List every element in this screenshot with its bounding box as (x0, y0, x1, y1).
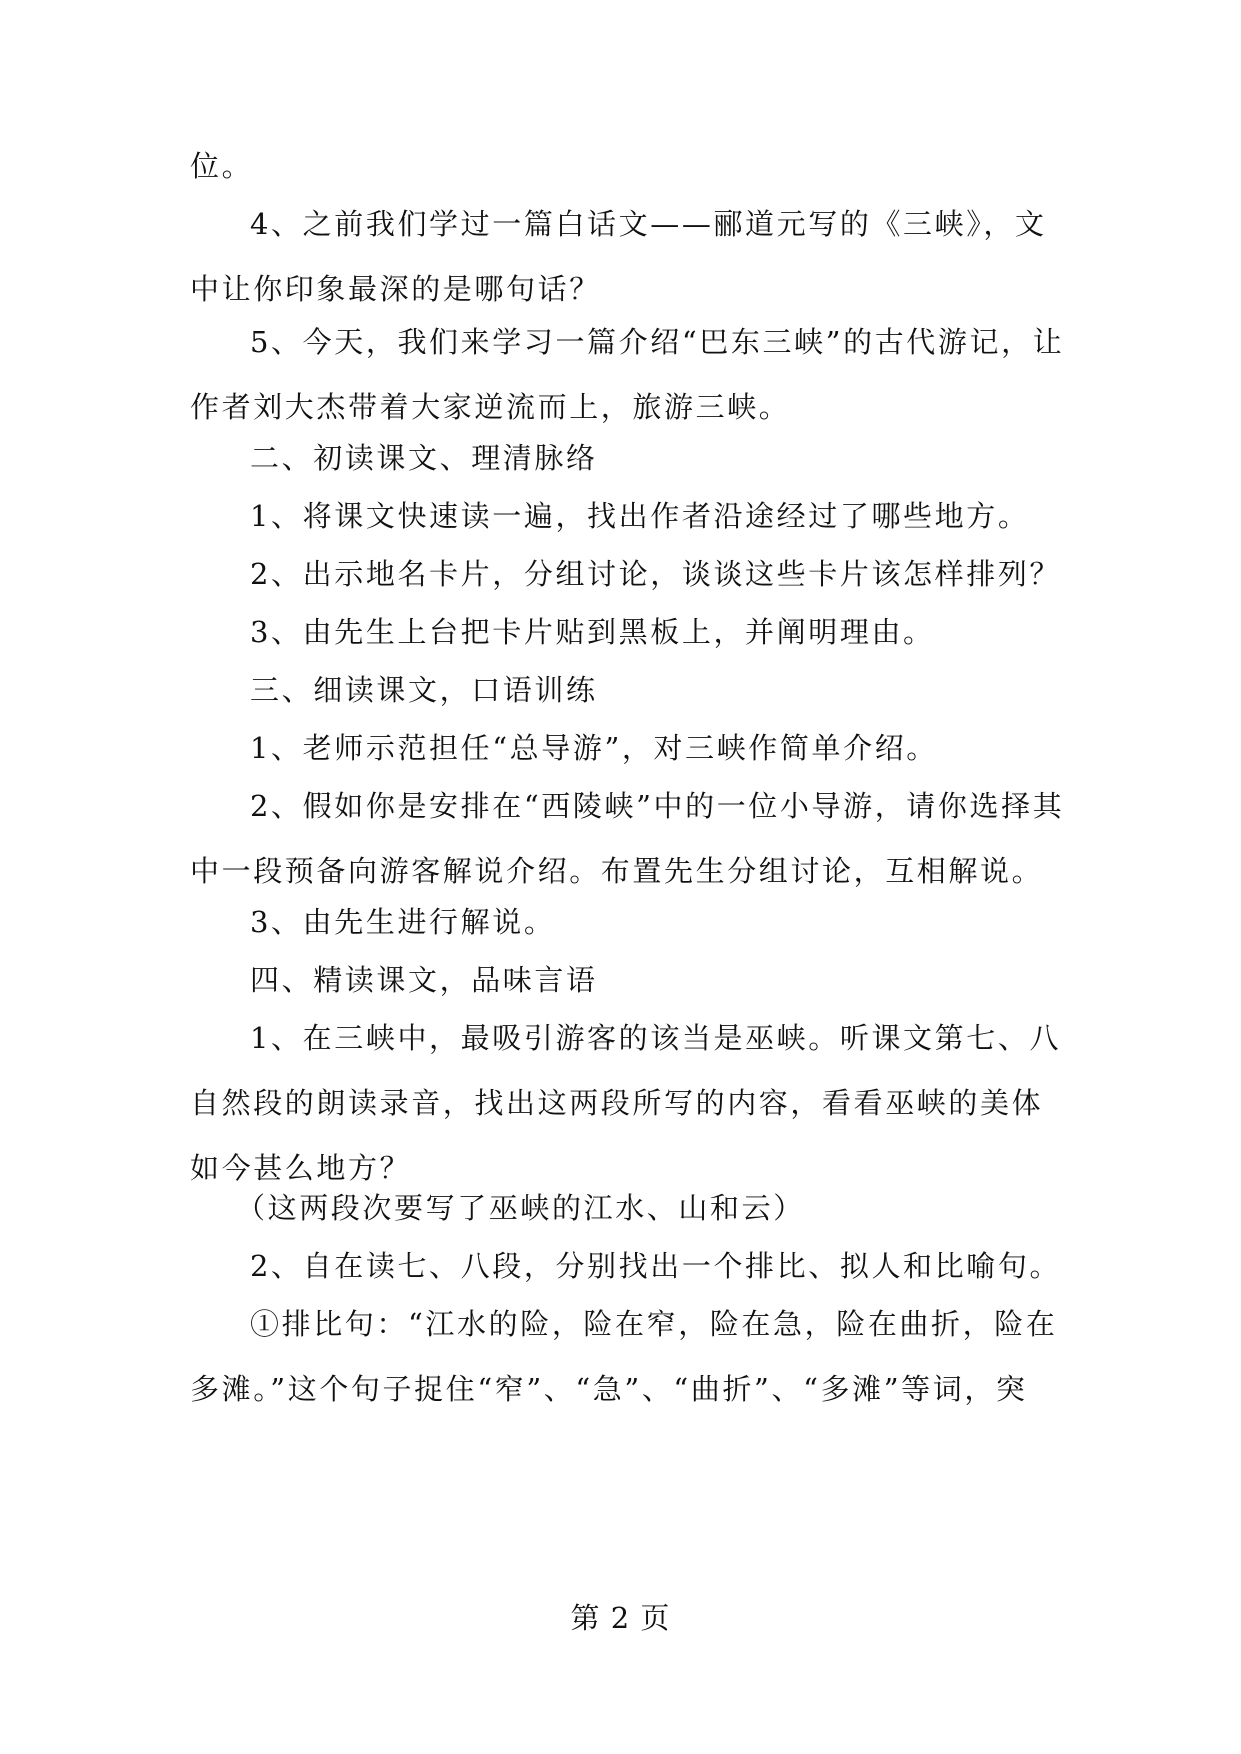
paragraph-note: （这两段次要写了巫峡的江水、山和云） (236, 1191, 805, 1225)
paragraph-item-4: 4、之前我们学过一篇白话文——郦道元写的《三峡》，文中让你印象最深的是哪句话？ (190, 207, 1047, 306)
paragraph-step-3: 3、由先生上台把卡片贴到黑板上，并阐明理由。 (250, 615, 935, 649)
page-number: 第 2 页 (570, 1601, 671, 1635)
paragraph-guide-2: 2、假如你是安排在“西陵峡”中的一位小导游，请你选择其中一段预备向游客解说介绍。布置先生分组讨论，互相解说。 (190, 789, 1065, 888)
paragraph-read-2: 2、自在读七、八段，分别找出一个排比、拟人和比喻句。 (250, 1249, 1062, 1283)
paragraph-step-1: 1、将课文快速读一遍，找出作者沿途经过了哪些地方。 (250, 499, 1030, 533)
paragraph-guide-3: 3、由先生进行解说。 (250, 905, 556, 939)
paragraph-continuation: 位。 (190, 149, 254, 183)
section-heading-2: 二、初读课文、理清脉络 (250, 441, 598, 475)
paragraph-guide-1: 1、老师示范担任“总导游”，对三峡作简单介绍。 (250, 731, 938, 765)
section-heading-4: 四、精读课文，品味言语 (250, 963, 598, 997)
section-heading-3: 三、细读课文，口语训练 (250, 673, 598, 707)
paragraph-parallelism: ①排比句：“江水的险，险在窄，险在急，险在曲折，险在多滩。”这个句子捉住“窄”、“急”、“曲折”、“多滩”等词，突 (190, 1307, 1058, 1406)
paragraph-item-5: 5、今天，我们来学习一篇介绍“巴东三峡”的古代游记，让作者刘大杰带着大家逆流而上，旅游三峡。 (190, 325, 1065, 424)
paragraph-read-1: 1、在三峡中，最吸引游客的该当是巫峡。听课文第七、八自然段的朗读录音，找出这两段所写的内容，看看巫峡的美体如今甚么地方？ (190, 1021, 1062, 1185)
paragraph-step-2: 2、出示地名卡片，分组讨论，谈谈这些卡片该怎样排列？ (250, 557, 1062, 591)
